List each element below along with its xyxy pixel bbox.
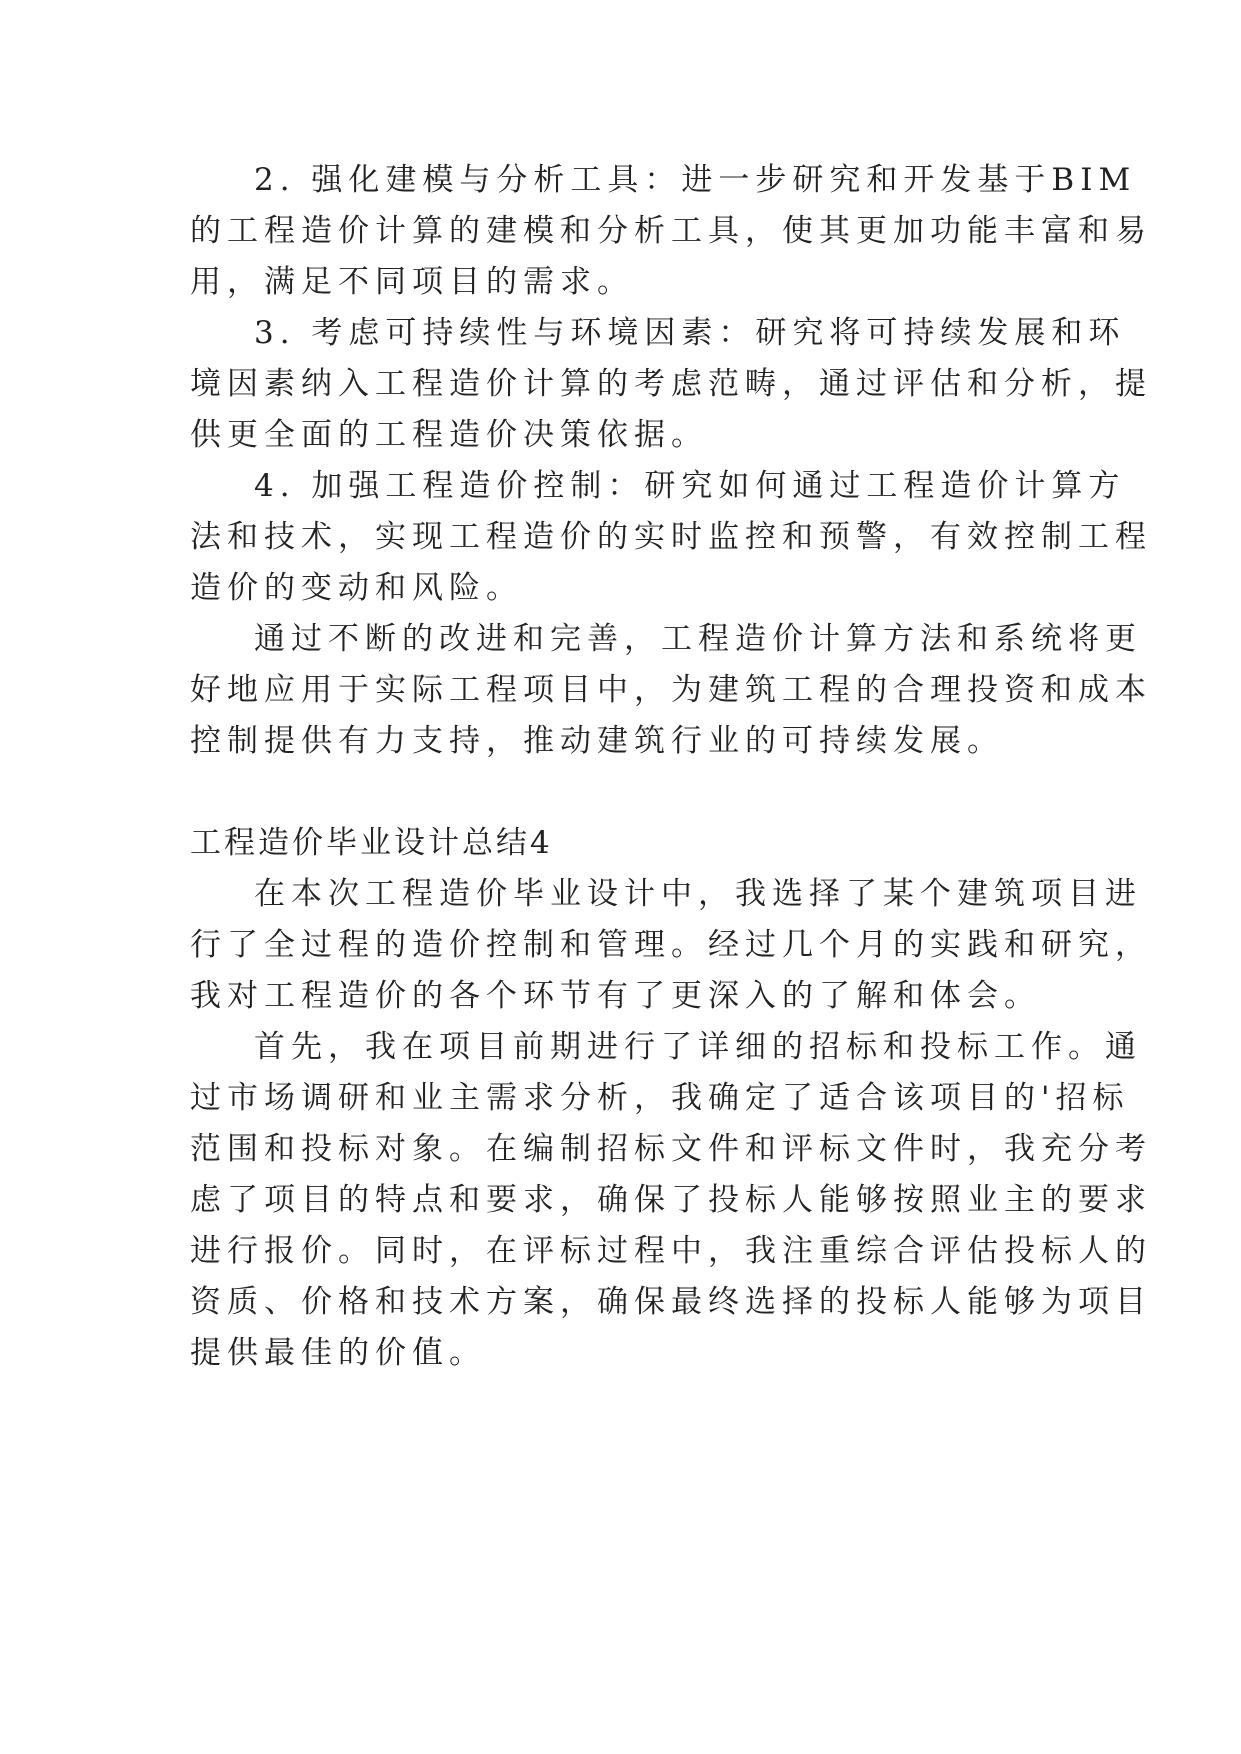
paragraph-3-line-1: 3. 考虑可持续性与环境因素：研究将可持续发展和环: [254, 315, 1126, 351]
summary-paragraph-1-line-2: 行了全过程的造价控制和管理。经过几个月的实践和研究，: [190, 927, 1152, 963]
summary-paragraph-2-line-7: 提供最佳的价值。: [190, 1335, 486, 1371]
paragraph-conclusion-line-1: 通过不断的改进和完善，工程造价计算方法和系统将更: [254, 621, 1142, 657]
paragraph-conclusion-line-2: 好地应用于实际工程项目中，为建筑工程的合理投资和成本: [190, 672, 1152, 708]
paragraph-2-line-2: 的工程造价计算的建模和分析工具，使其更加功能丰富和易: [190, 213, 1152, 249]
summary-paragraph-2-line-5: 进行报价。同时，在评标过程中，我注重综合评估投标人的: [190, 1233, 1152, 1269]
section-heading: 工程造价毕业设计总结4: [190, 825, 553, 861]
summary-paragraph-2-line-2: 过市场调研和业主需求分析，我确定了适合该项目的'招标: [190, 1080, 1130, 1116]
paragraph-2-line-1: 2. 强化建模与分析工具：进一步研究和开发基于BIM: [254, 162, 1137, 198]
paragraph-4-line-3: 造价的变动和风险。: [190, 570, 523, 606]
paragraph-4-line-2: 法和技术，实现工程造价的实时监控和预警，有效控制工程: [190, 519, 1152, 555]
summary-paragraph-2-line-1: 首先，我在项目前期进行了详细的招标和投标工作。通: [254, 1029, 1142, 1065]
summary-paragraph-2-line-6: 资质、价格和技术方案，确保最终选择的投标人能够为项目: [190, 1284, 1152, 1320]
summary-paragraph-1-line-3: 我对工程造价的各个环节有了更深入的了解和体会。: [190, 978, 1041, 1014]
summary-paragraph-2-line-3: 范围和投标对象。在编制招标文件和评标文件时，我充分考: [190, 1131, 1152, 1167]
paragraph-4-line-1: 4. 加强工程造价控制：研究如何通过工程造价计算方: [254, 468, 1126, 504]
summary-paragraph-2-line-4: 虑了项目的特点和要求，确保了投标人能够按照业主的要求: [190, 1182, 1152, 1218]
summary-paragraph-1-line-1: 在本次工程造价毕业设计中，我选择了某个建筑项目进: [254, 876, 1142, 912]
paragraph-3-line-3: 供更全面的工程造价决策依据。: [190, 417, 708, 453]
paragraph-3-line-2: 境因素纳入工程造价计算的考虑范畴，通过评估和分析，提: [190, 366, 1152, 402]
paragraph-2-line-3: 用，满足不同项目的需求。: [190, 264, 634, 300]
paragraph-conclusion-line-3: 控制提供有力支持，推动建筑行业的可持续发展。: [190, 723, 1004, 759]
